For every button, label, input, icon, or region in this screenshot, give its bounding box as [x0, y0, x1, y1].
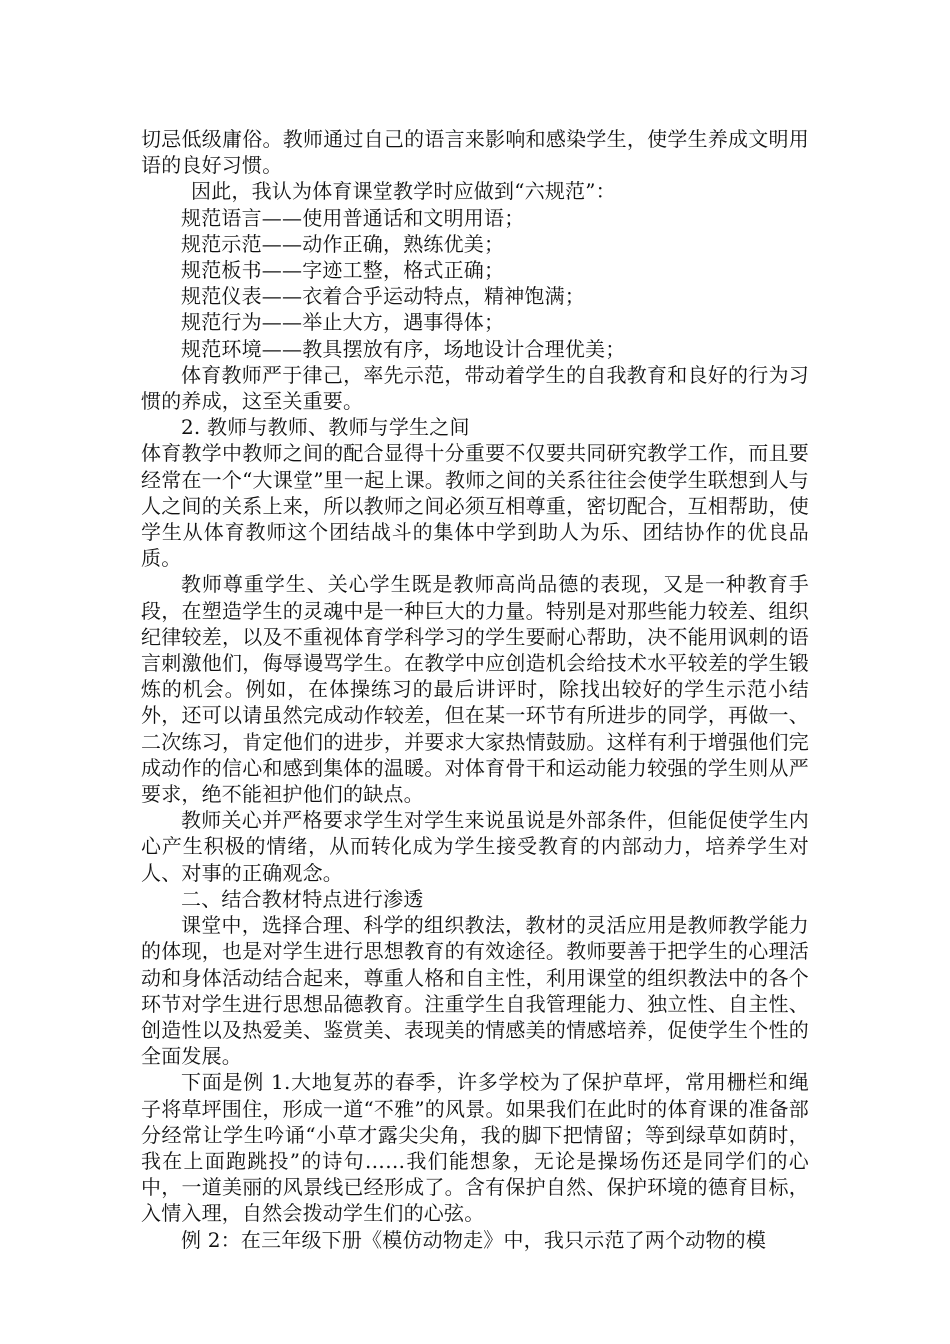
paragraph-example-1: 下面是例 1.大地复苏的春季，许多学校为了保护草坪，常用栅栏和绳子将草坪围住，形成一道“不雅”的风景。如果我们在此时的体育课的准备部分经常让学生吟诵“小草才露尖尖角，我的脚下把情留；等到绿草如荫时，我在上面跑跳投”的诗句……我们能想象，无论是操场伤还是同学们的心中，一道美丽的风景线已经形成了。含有保护自然、保护环境的德育目标，入情入理，自然会拨动学生们的心弦。: [141, 1070, 809, 1226]
section-heading-teaching-material: 二、结合教材特点进行渗透: [181, 886, 424, 911]
section-heading-teachers-students: 2. 教师与教师、教师与学生之间: [181, 415, 470, 440]
norm-item-language: 规范语言——使用普通话和文明用语；: [181, 205, 525, 230]
norm-item-demonstration: 规范示范——动作正确，熟练优美；: [181, 231, 505, 256]
paragraph-six-norms-intro: 因此，我认为体育课堂教学时应做到“六规范”：: [191, 179, 616, 204]
paragraph-self-discipline: 体育教师严于律己，率先示范，带动着学生的自我教育和良好的行为习惯的养成，这至关重要。: [141, 362, 809, 414]
paragraph-strict-requirements: 教师关心并严格要求学生对学生来说虽说是外部条件，但能促使学生内心产生积极的情绪，从而转化成为学生接受教育的内部动力，培养学生对人、对事的正确观念。: [141, 808, 809, 885]
norm-item-behavior: 规范行为——举止大方，遇事得体；: [181, 310, 505, 335]
paragraph-classroom-methods: 课堂中，选择合理、科学的组织教法，教材的灵活应用是教师教学能力的体现，也是对学生进行思想教育的有效途径。教师要善于把学生的心理活动和身体活动结合起来，尊重人格和自主性，利用课堂的组织教法中的各个环节对学生进行思想品德教育。注重学生自我管理能力、独立性、自主性、创造性以及热爱美、鉴赏美、表现美的情感美的情感培养，促使学生个性的全面发展。: [141, 913, 809, 1069]
paragraph-continued: 切忌低级庸俗。教师通过自己的语言来影响和感染学生，使学生养成文明用语的良好习惯。: [141, 127, 809, 178]
paragraph-teacher-cooperation: 体育教学中教师之间的配合显得十分重要不仅要共同研究教学工作，而且要经常在一个“大课堂”里一起上课。教师之间的关系往往会使学生联想到人与人之间的关系上来，所以教师之间必须互相尊重，密切配合，互相帮助，使学生从体育教师这个团结战斗的集体中学到助人为乐、团结协作的优良品质。: [141, 441, 809, 571]
norm-item-appearance: 规范仪表——衣着合乎运动特点，精神饱满；: [181, 284, 585, 309]
paragraph-respect-students: 教师尊重学生、关心学生既是教师高尚品德的表现，又是一种教育手段，在塑造学生的灵魂中是一种巨大的力量。特别是对那些能力较差、组织纪律较差，以及不重视体育学科学习的学生要耐心帮助，决不能用讽刺的语言刺激他们，侮辱谩骂学生。在教学中应创造机会给技术水平较差的学生锻炼的机会。例如，在体操练习的最后讲评时，除找出较好的学生示范小结外，还可以请虽然完成动作较差，但在某一环节有所进步的同学，再做一、二次练习，肯定他们的进步，并要求大家热情鼓励。这样有利于增强他们完成动作的信心和感到集体的温暖。对体育骨干和运动能力较强的学生则从严要求，绝不能袒护他们的缺点。: [141, 572, 809, 807]
document-body: [141, 126, 809, 1253]
paragraph-example-2: 例 2：在三年级下册《模仿动物走》中，我只示范了两个动物的模: [181, 1227, 767, 1252]
norm-item-blackboard: 规范板书——字迹工整，格式正确；: [181, 258, 505, 283]
norm-item-environment: 规范环境——教具摆放有序，场地设计合理优美；: [181, 336, 626, 361]
